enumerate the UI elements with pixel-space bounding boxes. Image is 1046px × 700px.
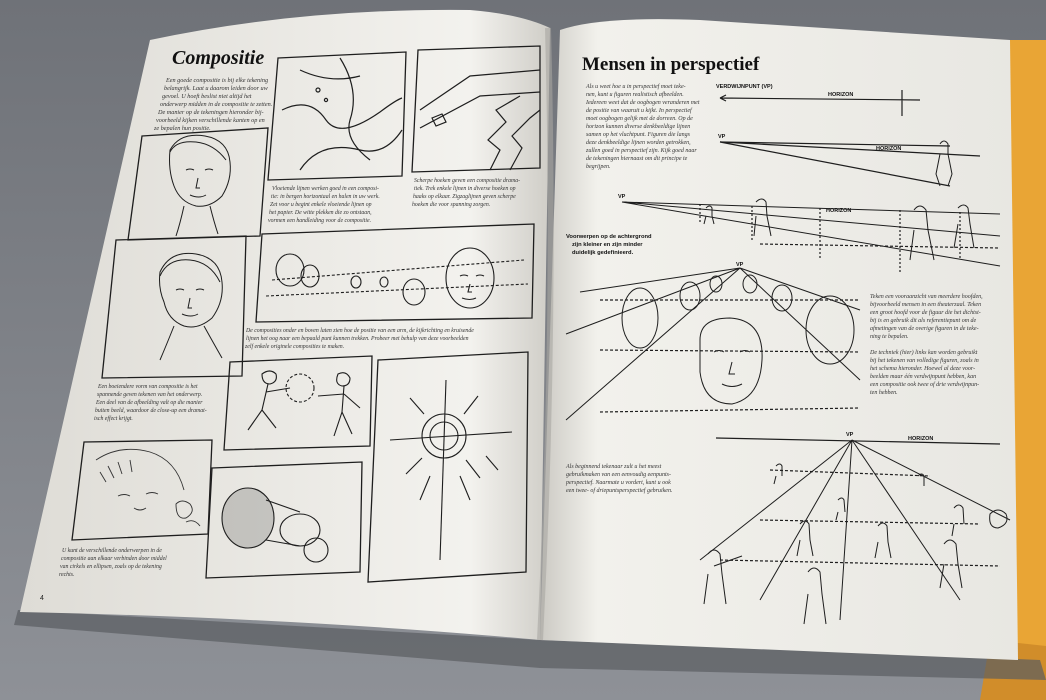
- caption-heads-row: De composities onder en boven laten zien hoe de positie van een arm, de kijkrichting en kruisende lijnen het oog naar een bepaald punt kunnen trekken. Probeer met behulp van deze voorbeelden zelf enkele originele composities te maken.: [245, 328, 474, 350]
- caption-beginner: Als beginnend tekenaar zult u het meest gebruikmaken van een eenvoudig eenpunts- perspectief. Naarmate u vordert, kunt u ook een twee- of driepuntsperspectief gebruiken.: [566, 464, 673, 494]
- label-horizon-2: HORIZON: [876, 146, 902, 152]
- caption-close-up: Een boeiendere vorm van compositie is het spannende geven tekenen van het onderwerp. Een deel van de afbeelding valt op die manier buiten beeld, waardoor de close-up een dramat- isch effect krijgt.: [94, 384, 207, 422]
- right-page-title: Mensen in perspectief: [582, 54, 760, 75]
- caption-background-smaller: Voorwerpen op de achtergrond zijn kleiner en zijn minder duidelijk gedefinieerd.: [566, 234, 652, 256]
- label-vp-5: VP: [846, 432, 854, 438]
- left-intro-text: Een goede compositie is bij elke tekening belangrijk. Laat u daarom leiden door uw gevoel. U hoeft beslist niet altijd het onderwerp midden in de compositie te zetten. De manier op de tekeningen hieronder bij- voorbeeld kijken verschillende kanten op en ze bepalen hun positie.: [154, 77, 273, 132]
- right-intro-text: Als u weet hoe u in perspectief moet teke- nen, kunt u figuren realistisch afbeelden. Iedereen weet dat de oogbogen veranderen met de positie van waaruit u kijkt. In perspectief moet oogbogen gelijk met de dorreen. Op de horizon kunnen diverse denkbeeldige lijnen samen op het vluchtpunt. Figuren die langs deze denkbeeldige lijnen worden getrokken, zullen goed in perspectief zijn. Kijk goed naar de tekeningen hiernaast om dit principe te begrijpen.: [586, 84, 700, 170]
- label-vanishing-point: VERDWIJNPUNT (VP): [716, 84, 773, 90]
- label-horizon-1: HORIZON: [828, 92, 854, 98]
- label-horizon-3: HORIZON: [826, 208, 852, 214]
- caption-sharp-corners: Scherpe hoeken geven een compositie drama- tiek. Trek enkele lijnen in diverse hoeken op haaks op elkaar. Zigzaglijnen geven scherpe hoeken die voor spanning zorgen.: [412, 178, 521, 208]
- caption-side-theater: Teken een vooraanzicht van meerdere hoofden, bijvoorbeeld mensen in een theaterzaal. Teken een groot hoofd voor de figuur die het dichtst- bij is en gebruik dit als referentiepunt om de afmetingen van de overige figuren in de teke- ning te bepalen. De techniek (hier) links kan worden gebruikt bij het tekenen van volledige figuren, zoals in het schema hieronder. Hoewel al deze voor- beelden maar één verdwijnpunt hebben, kan een compositie ook twee of drie verdwijnpun- ten hebben.: [870, 294, 983, 396]
- label-vp-4: VP: [736, 262, 744, 268]
- caption-flowing-lines: Vloeiende lijnen werken goed in een composi- tie: in bergen horizontaal en halen in uw werk. Zet voor u begint enkele vloeiende lijnen op het papier. De witte plekken die zo ontstaan, vormen een handleiding voor de compositie.: [268, 186, 380, 224]
- left-page-number: 4: [40, 595, 44, 602]
- label-vp-3: VP: [618, 194, 626, 200]
- label-vp-2: VP: [718, 134, 726, 140]
- left-page-title: Compositie: [172, 47, 265, 69]
- label-horizon-5: HORIZON: [908, 436, 934, 442]
- caption-bottom: U kunt de verschillende onderwerpen in de compositie aan elkaar verbinden door middel van cirkels en ellipsen, zoals op de tekening rechts.: [59, 548, 167, 578]
